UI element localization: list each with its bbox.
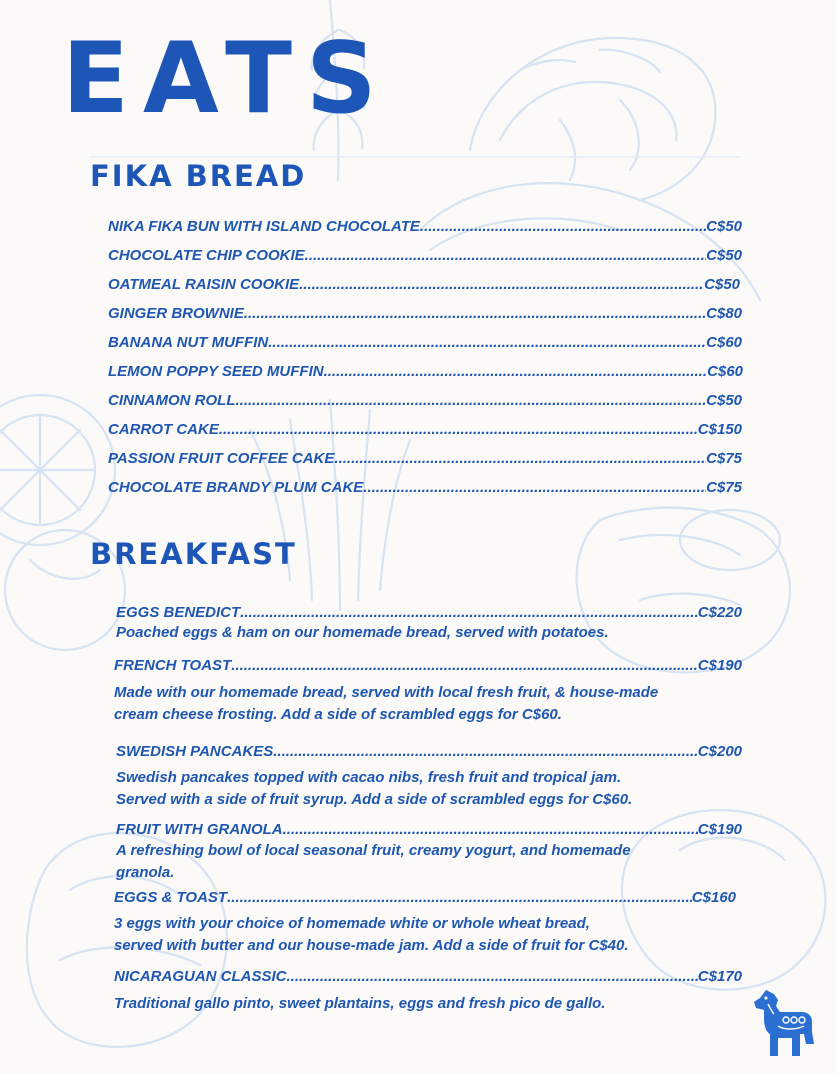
item-description <box>114 913 629 957</box>
item-description <box>116 622 609 644</box>
description-line: Traditional gallo pinto, sweet plantains, eggs and fresh pico de gallo. <box>114 995 606 1012</box>
dot-leader <box>231 657 677 675</box>
item-name: LEMON POPPY SEED MUFFIN <box>108 363 324 380</box>
menu-item-carrot-cake <box>108 421 742 439</box>
dot-leader <box>420 218 706 236</box>
menu-item-cinnamon-roll <box>108 392 742 410</box>
dot-leader <box>236 392 707 410</box>
item-name: CHOCOLATE CHIP COOKIE <box>108 247 305 264</box>
dot-leader <box>219 421 698 439</box>
dot-leader <box>227 889 692 907</box>
menu-item-ginger-brownie <box>108 305 742 323</box>
item-price: C$60 <box>706 334 742 351</box>
item-price: C$50 <box>706 218 742 235</box>
description-line: Poached eggs & ham on our homemade bread, served with potatoes. <box>116 624 609 641</box>
item-price: C$75 <box>706 450 742 467</box>
item-description <box>114 993 605 1015</box>
menu-item-eggs-and-toast <box>114 889 736 907</box>
dot-leader <box>324 363 708 381</box>
description-line: Swedish pancakes topped with cacao nibs, fresh fruit and tropical jam. <box>116 769 622 786</box>
description-line: Served with a side of fruit syrup. Add a side of scrambled eggs for C$60. <box>116 791 633 808</box>
fika-section-heading: FIKA BREAD <box>90 159 307 193</box>
item-name: NIKA FIKA BUN WITH ISLAND CHOCOLATE <box>108 218 420 235</box>
dot-leader <box>268 334 706 352</box>
item-price: C$50 <box>706 247 742 264</box>
item-name: NICARAGUAN CLASSIC <box>114 968 287 985</box>
dot-leader <box>273 743 698 761</box>
item-name: FRUIT WITH GRANOLA <box>116 821 283 838</box>
dala-horse-icon <box>752 988 816 1058</box>
bread-sketch-icon <box>577 508 790 673</box>
item-description <box>116 767 632 811</box>
item-price: C$190 <box>697 821 742 838</box>
menu-item-swedish-pancakes <box>116 743 742 761</box>
menu-item-fruit-with-granola <box>116 821 742 839</box>
breakfast-section-heading: BREAKFAST <box>90 537 297 571</box>
item-price: C$50 <box>706 392 742 409</box>
description-line: 3 eggs with your choice of homemade white or whole wheat bread, <box>114 915 590 932</box>
dot-leader <box>334 450 706 468</box>
item-price: C$200 <box>697 743 742 760</box>
menu-item-chocolate-chip-cookie <box>108 247 742 265</box>
item-price: C$160 <box>691 889 736 906</box>
item-description <box>116 840 631 884</box>
dot-leader <box>283 821 698 839</box>
menu-item-oatmeal-raisin-cookie <box>108 276 740 294</box>
item-name: EGGS BENEDICT <box>116 604 241 621</box>
item-name: CINNAMON ROLL <box>108 392 236 409</box>
item-price: C$75 <box>706 479 742 496</box>
menu-item-eggs-benedict <box>116 604 742 622</box>
item-name: SWEDISH PANCAKES <box>116 743 274 760</box>
item-price: C$220 <box>697 604 742 621</box>
item-name: CHOCOLATE BRANDY PLUM CAKE <box>108 479 364 496</box>
description-line: granola. <box>116 864 175 881</box>
dot-leader <box>299 276 704 294</box>
menu-item-chocolate-brandy-plum-cake <box>108 479 742 497</box>
item-price: C$170 <box>697 968 742 985</box>
item-description <box>114 682 658 726</box>
item-name: GINGER BROWNIE <box>108 305 244 322</box>
item-name: EGGS & TOAST <box>114 889 228 906</box>
item-price: .....C$190 <box>676 657 742 674</box>
item-name: BANANA NUT MUFFIN <box>108 334 269 351</box>
item-price: C$60 <box>707 363 743 380</box>
menu-item-fika-bun <box>108 218 742 236</box>
item-name: CARROT CAKE <box>108 421 219 438</box>
item-price: C$150 <box>697 421 742 438</box>
dot-leader <box>305 247 706 265</box>
page-title: EATS <box>62 22 391 136</box>
item-price: C$80 <box>706 305 742 322</box>
item-name: PASSION FRUIT COFFEE CAKE <box>108 450 335 467</box>
description-line: cream cheese frosting. Add a side of scrambled eggs for C$60. <box>114 706 562 723</box>
dot-leader <box>363 479 706 497</box>
fruit-sketch-icon <box>0 395 125 650</box>
dot-leader <box>287 968 698 986</box>
description-line: served with butter and our house-made jam. Add a side of fruit for C$40. <box>114 937 629 954</box>
menu-item-lemon-poppy-seed-muffin <box>108 363 743 381</box>
menu-item-french-toast <box>114 657 742 675</box>
dot-leader <box>244 305 706 323</box>
item-price: C$50 <box>704 276 740 293</box>
dot-leader <box>240 604 698 622</box>
menu-item-banana-nut-muffin <box>108 334 742 352</box>
menu-item-nicaraguan-classic <box>114 968 742 986</box>
item-name: FRENCH TOAST <box>114 657 232 674</box>
description-line: Made with our homemade bread, served with local fresh fruit, & house-made <box>114 684 659 701</box>
menu-item-passion-fruit-coffee-cake <box>108 450 742 468</box>
description-line: A refreshing bowl of local seasonal fruit, creamy yogurt, and homemade <box>116 842 631 859</box>
item-name: OATMEAL RAISIN COOKIE <box>108 276 300 293</box>
